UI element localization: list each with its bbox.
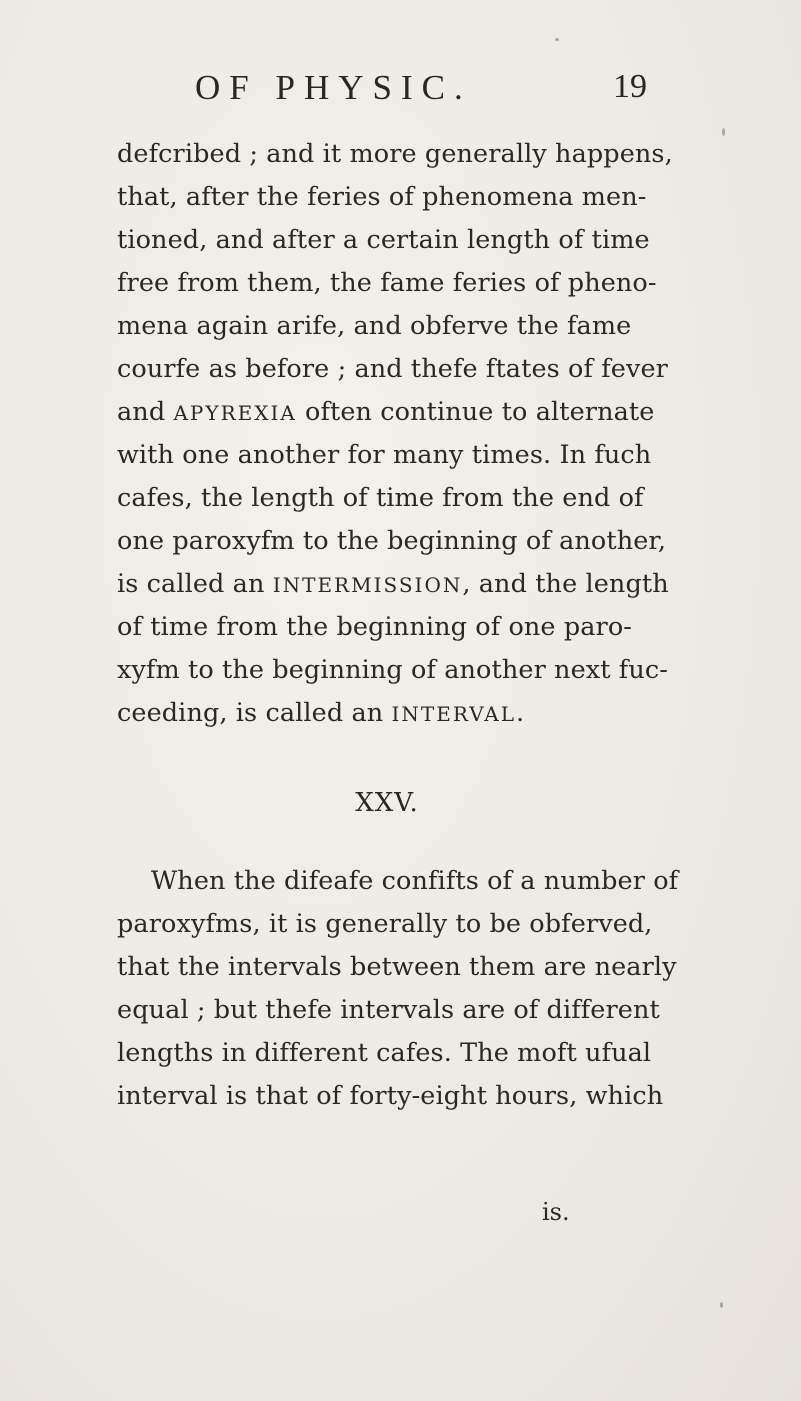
term-interval: INTERVAL — [391, 702, 517, 726]
catchword: is. — [542, 1198, 570, 1226]
text-line — [117, 569, 669, 599]
term-intermission: INTERMISSION — [272, 573, 463, 597]
text-line: free from them, the fame feries of pheno- — [117, 268, 657, 298]
text-line: lengths in different cafes. The moft ufual — [117, 1038, 652, 1068]
text-line: When the difeafe confifts of a number of — [151, 866, 679, 896]
text-line — [117, 397, 654, 427]
text-line: tioned, and after a certain length of time — [117, 225, 650, 255]
text-line: with one another for many times. In fuch — [117, 440, 652, 470]
text-line: that, after the feries of phenomena men- — [117, 182, 647, 212]
running-head: OF PHYSIC. — [195, 68, 472, 107]
text-segment: , and the length — [462, 569, 669, 599]
text-segment: and — [117, 397, 166, 427]
text-line: of time from the beginning of one paro- — [117, 612, 633, 642]
page-header — [195, 68, 665, 114]
page-number: 19 — [613, 68, 647, 105]
text-line: cafes, the length of time from the end of — [117, 483, 644, 513]
text-segment: often continue to alternate — [305, 397, 655, 427]
text-line — [117, 698, 524, 728]
text-segment: is called an — [117, 569, 265, 599]
paper-speck — [722, 128, 725, 136]
text-line: defcribed ; and it more generally happens, — [117, 139, 673, 169]
text-line: paroxyfms, it is generally to be obferved, — [117, 909, 653, 939]
text-line: xyfm to the beginning of another next fuc- — [117, 655, 668, 685]
paper-speck — [555, 38, 559, 41]
text-segment: ceeding, is called an — [117, 698, 384, 728]
paper-speck — [720, 1302, 723, 1308]
text-line: interval is that of forty-eight hours, which — [117, 1081, 664, 1111]
text-line: one paroxyfm to the beginning of another, — [117, 526, 667, 556]
section-heading: XXV. — [355, 788, 419, 818]
text-line: that the intervals between them are nearly — [117, 952, 677, 982]
term-apyrexia: APYREXIA — [173, 401, 297, 425]
text-line: equal ; but thefe intervals are of different — [117, 995, 660, 1025]
text-line: courfe as before ; and thefe ftates of fever — [117, 354, 668, 384]
text-line: mena again arife, and obferve the fame — [117, 311, 632, 341]
text-segment: . — [516, 698, 525, 728]
